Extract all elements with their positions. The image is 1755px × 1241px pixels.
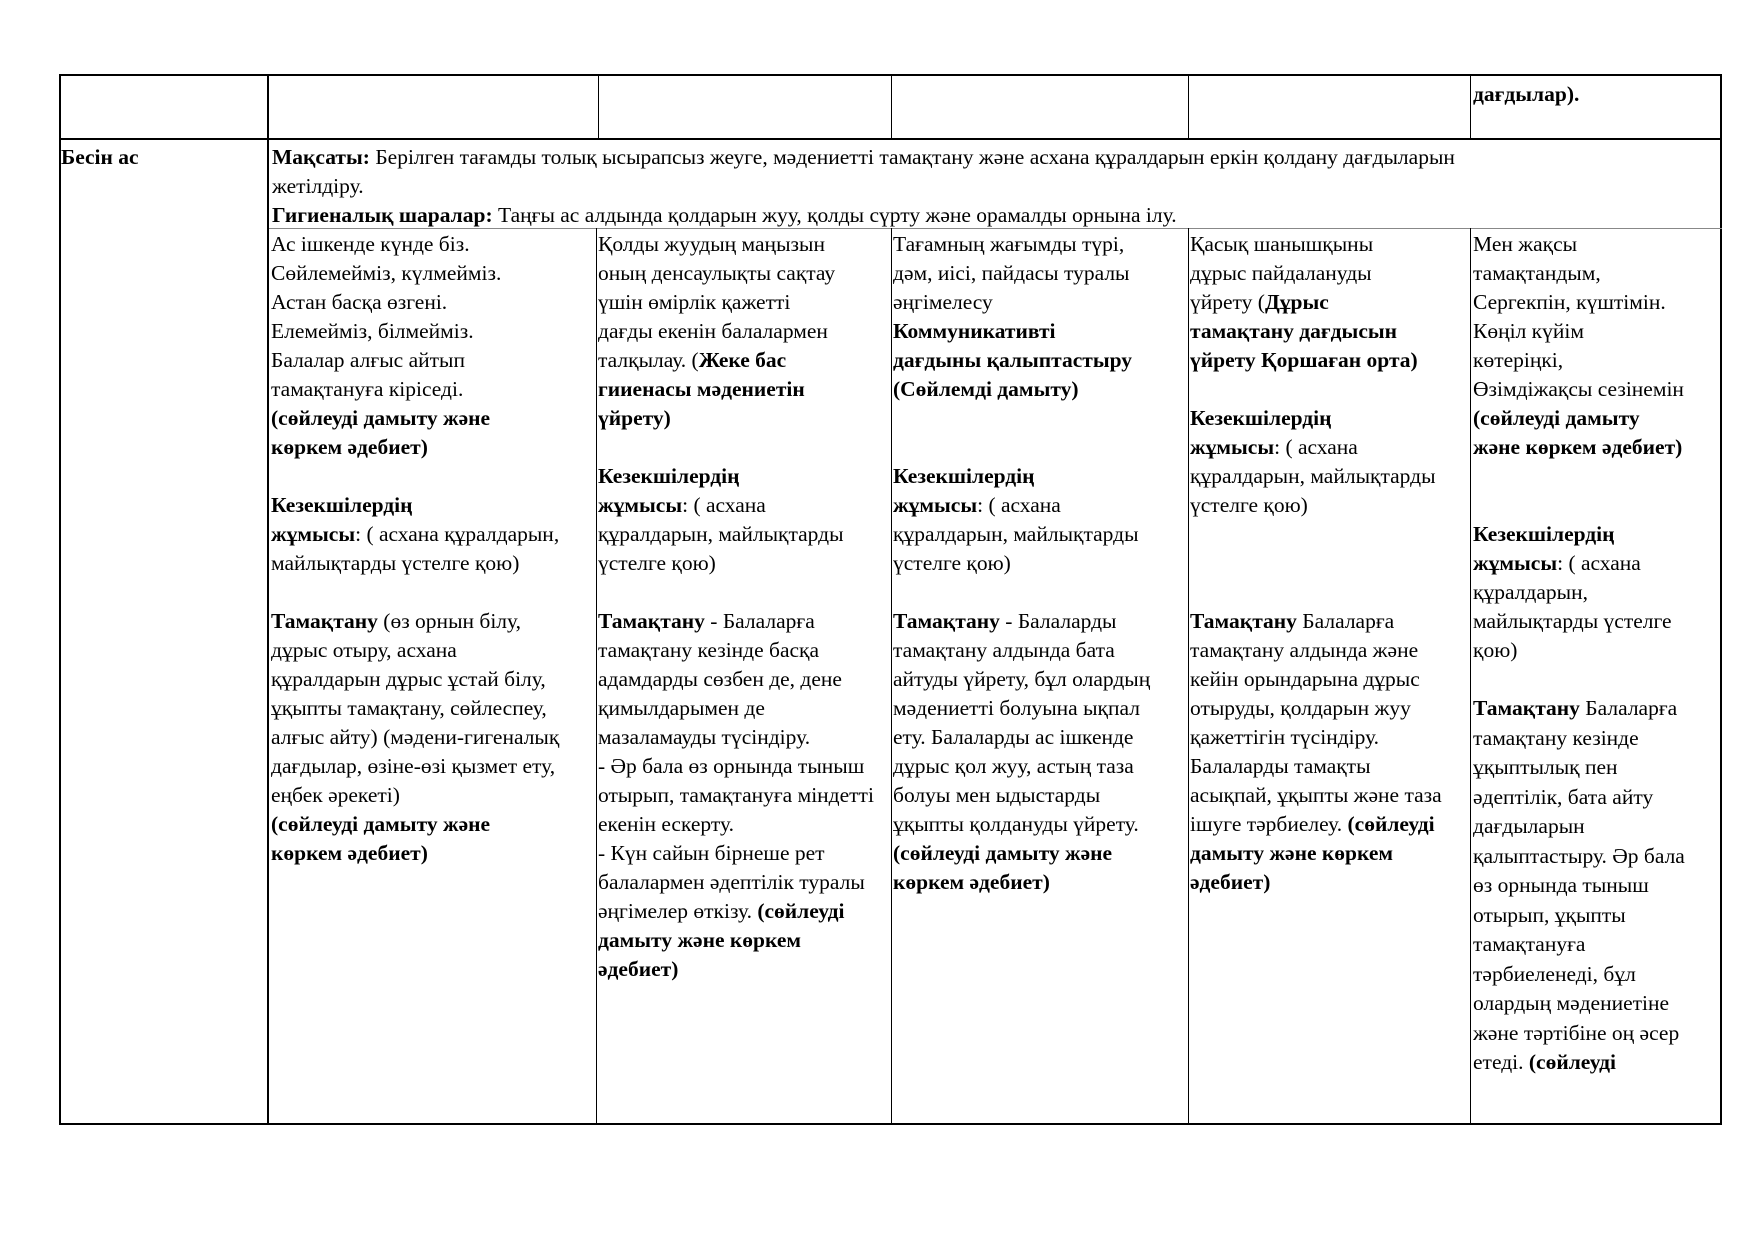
bold-text: (сөйлеуді bbox=[1528, 1050, 1617, 1074]
column-line bbox=[893, 462, 1187, 491]
bold-text: әдебиет) bbox=[1190, 870, 1271, 894]
column-line bbox=[598, 810, 890, 839]
column-line bbox=[1190, 288, 1469, 317]
text: әдептілік, бата айту bbox=[1473, 784, 1654, 809]
column-line bbox=[893, 404, 1187, 433]
column-line bbox=[1473, 230, 1721, 259]
text: (өз орнын білу, bbox=[377, 609, 522, 633]
column-line bbox=[1473, 520, 1721, 549]
column-line bbox=[598, 346, 890, 375]
text: балалармен әдептілік туралы bbox=[598, 870, 865, 894]
column-line bbox=[271, 694, 595, 723]
column-line bbox=[1190, 433, 1469, 462]
text: құралдарын, майлықтарды bbox=[598, 522, 844, 546]
bold-text: Тамақтану bbox=[271, 609, 378, 633]
bold-text: және көркем әдебиет) bbox=[1473, 435, 1683, 459]
row-divider bbox=[59, 138, 1722, 140]
column-line bbox=[893, 636, 1187, 665]
text: қимылдарымен де bbox=[598, 696, 765, 720]
text: дұрыс қол жуу, астың таза bbox=[893, 754, 1134, 778]
bold-text: (сөйлеуді bbox=[757, 899, 845, 923]
column-line bbox=[1190, 375, 1469, 404]
bold-text: Тамақтану bbox=[598, 609, 705, 633]
column-line bbox=[1473, 433, 1721, 462]
column-line bbox=[1473, 694, 1721, 724]
text: : ( асхана bbox=[1557, 551, 1641, 575]
text: : ( асхана bbox=[1274, 435, 1358, 459]
bold-text: үйрету) bbox=[598, 406, 671, 430]
text: екенін ескерту. bbox=[598, 812, 734, 836]
column-line bbox=[598, 288, 890, 317]
column-line bbox=[1190, 694, 1469, 723]
column-line bbox=[598, 491, 890, 520]
goal-label: Мақсаты: bbox=[272, 145, 370, 169]
bold-text: Кезекшілердің bbox=[1473, 522, 1615, 546]
text: үстелге қою) bbox=[893, 551, 1011, 575]
column-line bbox=[893, 375, 1187, 404]
column-line bbox=[1473, 491, 1721, 520]
col-divider bbox=[267, 74, 269, 1125]
text: құралдарын дұрыс ұстай білу, bbox=[271, 667, 546, 691]
column-line bbox=[1190, 317, 1469, 346]
column-line bbox=[598, 549, 890, 578]
text: тамақтану алдында бата bbox=[893, 638, 1115, 662]
column-line bbox=[271, 752, 595, 781]
column-line bbox=[1473, 317, 1721, 346]
column-line bbox=[893, 810, 1187, 839]
column-line bbox=[598, 868, 890, 897]
section-label: Бесін ас bbox=[61, 145, 139, 169]
text: Елемейміз, білмейміз. bbox=[271, 319, 474, 343]
text: қою) bbox=[1473, 638, 1518, 662]
column-line bbox=[1473, 871, 1721, 901]
column-line bbox=[271, 636, 595, 665]
column-line bbox=[598, 462, 890, 491]
bold-text: Кезекшілердің bbox=[271, 493, 413, 517]
text: тамақтануға кіріседі. bbox=[271, 377, 464, 401]
column-line bbox=[893, 868, 1187, 897]
bold-text: Тамақтану bbox=[1473, 696, 1580, 720]
text: үстелге қою) bbox=[598, 551, 716, 575]
column-line bbox=[893, 839, 1187, 868]
bold-text: (сөйлеуді bbox=[1347, 812, 1435, 836]
column-line bbox=[1190, 636, 1469, 665]
column-line bbox=[598, 723, 890, 752]
text: өз орнында тыныш bbox=[1473, 873, 1649, 897]
text: тамақтану кезінде басқа bbox=[598, 638, 820, 662]
column-line bbox=[1473, 346, 1721, 375]
column-line bbox=[271, 462, 595, 491]
column-line bbox=[893, 752, 1187, 781]
bold-text: Кезекшілердің bbox=[1190, 406, 1332, 430]
bold-text: үйрету Қоршаған орта) bbox=[1190, 348, 1418, 372]
column-line bbox=[893, 346, 1187, 375]
day-column-3 bbox=[893, 230, 1187, 1123]
text: Тағамның жағымды түрі, bbox=[893, 232, 1125, 256]
bold-text: (сөйлеуді дамыту және bbox=[271, 812, 491, 836]
column-line bbox=[893, 781, 1187, 810]
text: дұрыс отыру, асхана bbox=[271, 638, 457, 662]
bold-text: жұмысы bbox=[598, 493, 683, 517]
column-line bbox=[1473, 1048, 1721, 1078]
bold-text: Кезекшілердің bbox=[893, 464, 1035, 488]
column-line bbox=[598, 578, 890, 607]
column-line bbox=[893, 549, 1187, 578]
column-line bbox=[271, 491, 595, 520]
text: тамақтануға bbox=[1473, 932, 1586, 956]
column-line bbox=[1473, 1019, 1721, 1049]
text: еңбек әрекеті) bbox=[271, 783, 400, 807]
column-line bbox=[271, 230, 595, 259]
text: қалыптастыру. Әр бала bbox=[1473, 843, 1685, 868]
goal-text: Берілген тағамды толық ысырапсыз жеуге, мәдениетті тамақтану және асхана құралдарын еркін қолдану дағдыларын bbox=[369, 145, 1455, 169]
text: асықпай, ұқыпты және таза bbox=[1190, 783, 1442, 807]
text: Мен жақсы bbox=[1473, 232, 1578, 256]
text: әңгімелесу bbox=[893, 290, 993, 314]
column-line bbox=[598, 752, 890, 781]
text: тамақтану кезінде bbox=[1473, 725, 1639, 750]
text: дұрыс пайдалануды bbox=[1190, 261, 1372, 285]
column-line bbox=[1473, 636, 1721, 665]
text: Астан басқа өзгені. bbox=[271, 290, 448, 314]
day-column-2 bbox=[598, 230, 890, 1123]
text: Қасық шанышқыны bbox=[1190, 232, 1374, 256]
text: оның денсаулықты сақтау bbox=[598, 261, 836, 285]
column-line bbox=[1473, 578, 1721, 607]
text: Ас ішкенде күнде біз. bbox=[271, 232, 470, 256]
column-line bbox=[598, 955, 890, 984]
col-divider bbox=[891, 74, 892, 138]
column-line bbox=[1190, 665, 1469, 694]
text: етеді. bbox=[1473, 1050, 1529, 1074]
text: кейін орындарына дұрыс bbox=[1190, 667, 1420, 691]
text: тамақтану алдында және bbox=[1190, 638, 1419, 662]
column-line bbox=[598, 259, 890, 288]
bold-text: гииенасы мәдениетін bbox=[598, 377, 805, 401]
bold-text: жұмысы bbox=[893, 493, 978, 517]
bold-text: Коммуникативті bbox=[893, 319, 1056, 343]
text: Сөйлемейміз, күлмейміз. bbox=[271, 261, 502, 285]
column-line bbox=[1473, 288, 1721, 317]
column-line bbox=[271, 288, 595, 317]
text: ұқыпты тамақтану, сөйлеспеу, bbox=[271, 696, 547, 720]
hygiene-label: Гигиеналық шаралар: bbox=[272, 203, 493, 227]
column-line bbox=[271, 578, 595, 607]
text: майлықтарды үстелге қою) bbox=[271, 551, 520, 575]
bold-text: Дұрыс bbox=[1264, 290, 1329, 314]
bold-text: (сөйлеуді дамыту bbox=[1473, 406, 1640, 430]
column-line bbox=[271, 259, 595, 288]
column-line bbox=[1190, 462, 1469, 491]
day-column-4 bbox=[1190, 230, 1469, 1123]
text: - Балаларды bbox=[999, 609, 1117, 633]
text: - Балаларға bbox=[704, 609, 815, 633]
column-line bbox=[271, 375, 595, 404]
bold-text: Жеке бас bbox=[698, 348, 787, 372]
col-divider bbox=[1188, 228, 1189, 1125]
text: тәрбиеленеді, бұл bbox=[1473, 961, 1636, 986]
column-line bbox=[1473, 842, 1721, 872]
bold-text: дамыту және көркем bbox=[1190, 841, 1394, 865]
text: ұқыпты қолдануды үйрету. bbox=[893, 812, 1139, 836]
column-line bbox=[893, 665, 1187, 694]
bold-text: дағдыны қалыптастыру bbox=[893, 348, 1133, 372]
column-line bbox=[271, 723, 595, 752]
text: үстелге қою) bbox=[1190, 493, 1308, 517]
column-line bbox=[893, 259, 1187, 288]
text: айтуды үйрету, бұл олардың bbox=[893, 667, 1151, 691]
col-divider bbox=[598, 74, 599, 138]
goal-text-cont: жетілдіру. bbox=[272, 174, 364, 198]
column-line bbox=[598, 230, 890, 259]
text: отырып, тамақтануға міндетті bbox=[598, 783, 874, 807]
bold-text: тамақтану дағдысын bbox=[1190, 319, 1398, 343]
text: дағдылар, өзіне-өзі қызмет ету, bbox=[271, 754, 556, 778]
column-line bbox=[598, 665, 890, 694]
text: - Күн сайын бірнеше рет bbox=[598, 841, 825, 865]
column-line bbox=[598, 636, 890, 665]
text: олардың мәдениетіне bbox=[1473, 991, 1670, 1015]
column-line bbox=[271, 839, 595, 868]
column-line bbox=[598, 404, 890, 433]
col-divider bbox=[891, 228, 892, 1125]
column-line bbox=[1190, 723, 1469, 752]
column-line bbox=[1473, 259, 1721, 288]
column-line bbox=[1473, 404, 1721, 433]
text: тамақтандым, bbox=[1473, 261, 1601, 285]
text: мәдениетті болуына ықпал bbox=[893, 696, 1140, 720]
column-line bbox=[1190, 491, 1469, 520]
column-line bbox=[1190, 259, 1469, 288]
column-line bbox=[893, 433, 1187, 462]
bold-text: Тамақтану bbox=[893, 609, 1000, 633]
text: Қолды жуудың маңызын bbox=[598, 232, 825, 256]
bold-text: жұмысы bbox=[1473, 551, 1558, 575]
column-line bbox=[1473, 783, 1721, 813]
column-line bbox=[598, 607, 890, 636]
column-line bbox=[893, 288, 1187, 317]
text: қажеттігін түсіндіру. bbox=[1190, 725, 1380, 749]
column-line bbox=[1473, 960, 1721, 990]
column-line bbox=[893, 607, 1187, 636]
day-column-5 bbox=[1473, 230, 1721, 1123]
text: Көңіл күйім bbox=[1473, 319, 1584, 343]
column-line bbox=[598, 520, 890, 549]
column-line bbox=[1473, 930, 1721, 960]
text: үйрету ( bbox=[1190, 290, 1265, 314]
column-line bbox=[598, 317, 890, 346]
hygiene-text: Таңғы ас алдында қолдарын жуу, қолды сүрту және орамалды орнына ілу. bbox=[492, 203, 1177, 227]
top-row-col6-text: дағдылар). bbox=[1473, 82, 1580, 106]
column-line bbox=[1190, 578, 1469, 607]
bold-text: Кезекшілердің bbox=[598, 464, 740, 488]
bold-text: Тамақтану bbox=[1190, 609, 1297, 633]
column-line bbox=[1473, 753, 1721, 783]
text: : ( асхана bbox=[682, 493, 766, 517]
column-line bbox=[1190, 752, 1469, 781]
text: талқылау. ( bbox=[598, 348, 699, 372]
column-line bbox=[893, 694, 1187, 723]
column-line bbox=[598, 433, 890, 462]
text: мазаламауды түсіндіру. bbox=[598, 725, 811, 749]
column-line bbox=[1190, 404, 1469, 433]
column-line bbox=[271, 346, 595, 375]
text: құралдарын, bbox=[1473, 580, 1588, 604]
column-line bbox=[1190, 346, 1469, 375]
column-line bbox=[271, 810, 595, 839]
column-line bbox=[598, 839, 890, 868]
column-line bbox=[271, 317, 595, 346]
column-line bbox=[1190, 230, 1469, 259]
col-divider bbox=[596, 228, 597, 1125]
column-line bbox=[271, 549, 595, 578]
column-line bbox=[893, 578, 1187, 607]
column-line bbox=[1473, 989, 1721, 1019]
col-divider bbox=[1188, 74, 1189, 138]
bold-text: (сөйлеуді дамыту және bbox=[271, 406, 491, 430]
bold-text: жұмысы bbox=[1190, 435, 1275, 459]
bold-text: (Сөйлемді дамыту) bbox=[893, 377, 1079, 401]
text: Балаларға bbox=[1296, 609, 1395, 633]
text: ішуге тәрбиелеу. bbox=[1190, 812, 1348, 836]
text: майлықтарды үстелге bbox=[1473, 609, 1672, 633]
text: дағды екенін балалармен bbox=[598, 319, 828, 343]
bold-text: көркем әдебиет) bbox=[893, 870, 1050, 894]
text: Өзімдіжақсы сезінемін bbox=[1473, 377, 1684, 401]
column-line bbox=[271, 433, 595, 462]
column-line bbox=[1190, 868, 1469, 897]
bold-text: көркем әдебиет) bbox=[271, 841, 428, 865]
column-line bbox=[271, 404, 595, 433]
bold-text: (сөйлеуді дамыту және bbox=[893, 841, 1113, 865]
text: ету. Балаларды ас ішкенде bbox=[893, 725, 1134, 749]
text: дәм, иісі, пайдасы туралы bbox=[893, 261, 1130, 285]
day-column-1 bbox=[271, 230, 595, 1123]
column-line bbox=[598, 375, 890, 404]
text: әңгімелер өткізу. bbox=[598, 899, 758, 923]
bold-text: жұмысы bbox=[271, 522, 356, 546]
text: : ( асхана құралдарын, bbox=[355, 522, 560, 546]
column-line bbox=[271, 607, 595, 636]
text: - Әр бала өз орнында тыныш bbox=[598, 754, 865, 778]
column-line bbox=[598, 781, 890, 810]
column-line bbox=[1473, 375, 1721, 404]
column-line bbox=[1190, 520, 1469, 549]
text: адамдарды сөзбен де, дене bbox=[598, 667, 842, 691]
goal-block bbox=[272, 143, 1718, 230]
column-line bbox=[1190, 781, 1469, 810]
column-line bbox=[1473, 665, 1721, 694]
text: дағдыларын bbox=[1473, 814, 1585, 838]
column-line bbox=[1473, 607, 1721, 636]
column-line bbox=[893, 230, 1187, 259]
text: Балаларды тамақты bbox=[1190, 754, 1371, 778]
text: және тәртібіне оң әсер bbox=[1473, 1020, 1680, 1045]
column-line bbox=[598, 926, 890, 955]
text: көтеріңкі, bbox=[1473, 348, 1564, 372]
column-line bbox=[598, 897, 890, 926]
column-line bbox=[1190, 839, 1469, 868]
text: Балалар алғыс айтып bbox=[271, 348, 465, 372]
text: : ( асхана bbox=[977, 493, 1061, 517]
column-line bbox=[893, 317, 1187, 346]
text: Балаларға bbox=[1579, 696, 1678, 720]
column-line bbox=[893, 723, 1187, 752]
column-line bbox=[1473, 549, 1721, 578]
text: отыруды, қолдарын жуу bbox=[1190, 696, 1411, 720]
text: құралдарын, майлықтарды bbox=[893, 522, 1139, 546]
text: ұқыптылық пен bbox=[1473, 755, 1618, 779]
column-line bbox=[271, 665, 595, 694]
column-line bbox=[893, 520, 1187, 549]
column-line bbox=[598, 694, 890, 723]
bold-text: әдебиет) bbox=[598, 957, 679, 981]
text: алғыс айту) (мәдени-гигеналық bbox=[271, 725, 560, 749]
column-line bbox=[1190, 810, 1469, 839]
column-line bbox=[1473, 901, 1721, 931]
col-divider bbox=[1470, 74, 1471, 138]
column-line bbox=[1473, 724, 1721, 754]
column-line bbox=[893, 491, 1187, 520]
col-divider bbox=[1470, 228, 1471, 1125]
column-line bbox=[1190, 607, 1469, 636]
column-line bbox=[271, 520, 595, 549]
text: Сергекпін, күштімін. bbox=[1473, 290, 1666, 314]
column-line bbox=[1473, 812, 1721, 842]
text: болуы мен ыдыстарды bbox=[893, 783, 1101, 807]
bold-text: көркем әдебиет) bbox=[271, 435, 428, 459]
text: отырып, ұқыпты bbox=[1473, 902, 1626, 927]
bold-text: дамыту және көркем bbox=[598, 928, 802, 952]
text: құралдарын, майлықтарды bbox=[1190, 464, 1436, 488]
column-line bbox=[1190, 549, 1469, 578]
column-line bbox=[271, 781, 595, 810]
column-line bbox=[1473, 462, 1721, 491]
text: үшін өмірлік қажетті bbox=[598, 290, 791, 314]
